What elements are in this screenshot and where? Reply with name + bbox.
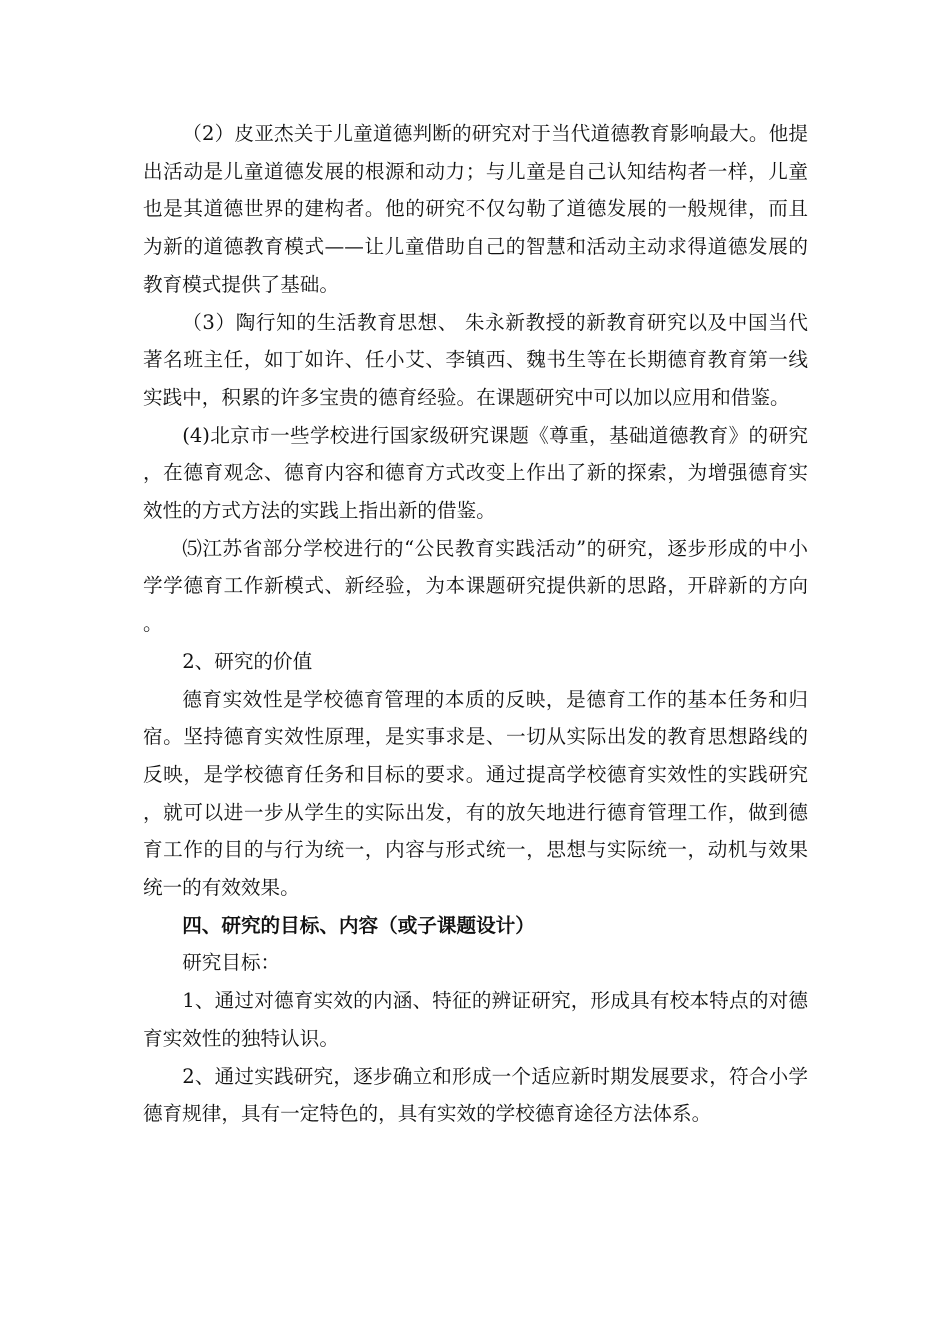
- paragraph-piaget-research: （2）皮亚杰关于儿童道德判断的研究对于当代道德教育影响最大。他提出活动是儿童道德发展的根源和动力；与儿童是自己认知结构者一样，儿童也是其道德世界的建构者。他的研究不仅勾勒了道德发展的一般规律，而且为新的道德教育模式——让儿童借助自己的智慧和活动主动求得道德发展的教育模式提供了基础。: [143, 122, 808, 296]
- paragraph-tao-xingzhi-education: （3）陶行知的生活教育思想、 朱永新教授的新教育研究以及中国当代著名班主任，如丁如许、任小艾、李镇西、魏书生等在长期德育教育第一线实践中，积累的许多宝贵的德育经验。在课题研究中可以加以应用和借鉴。: [143, 310, 808, 409]
- heading-research-value: 2、研究的价值: [182, 649, 313, 673]
- section-heading-goals-content: 四、研究的目标、内容（或子课题设计）: [182, 913, 535, 937]
- document-page: [143, 115, 808, 1133]
- paragraph-beijing-schools: (4)北京市一些学校进行国家级研究课题《尊重，基础道德教育》的研究，在德育观念、德育内容和德育方式改变上作出了新的探索，为增强德育实效性的方式方法的实践上指出新的借鉴。: [143, 423, 808, 523]
- paragraph-research-value: 德育实效性是学校德育管理的本质的反映，是德育工作的基本任务和归宿。坚持德育实效性原理，是实事求是、一切从实际出发的教育思想路线的反映，是学校德育任务和目标的要求。通过提高学校德育实效性的实践研究，就可以进一步从学生的实际出发，有的放矢地进行德育管理工作，做到德育工作的目的与行为统一，内容与形式统一，思想与实际统一，动机与效果统一的有效效果。: [143, 687, 808, 900]
- heading-research-goals: 研究目标：: [182, 951, 281, 975]
- paragraph-goal-1: 1、通过对德育实效的内涵、特征的辨证研究，形成具有校本特点的对德育实效性的独特认识。: [143, 989, 808, 1050]
- paragraph-jiangsu-schools: ⑸江苏省部分学校进行的“公民教育实践活动”的研究，逐步形成的中小学学德育工作新模式、新经验，为本课题研究提供新的思路，开辟新的方向。: [143, 536, 808, 636]
- paragraph-goal-2: 2、通过实践研究，逐步确立和形成一个适应新时期发展要求，符合小学德育规律，具有一定特色的，具有实效的学校德育途径方法体系。: [143, 1064, 808, 1126]
